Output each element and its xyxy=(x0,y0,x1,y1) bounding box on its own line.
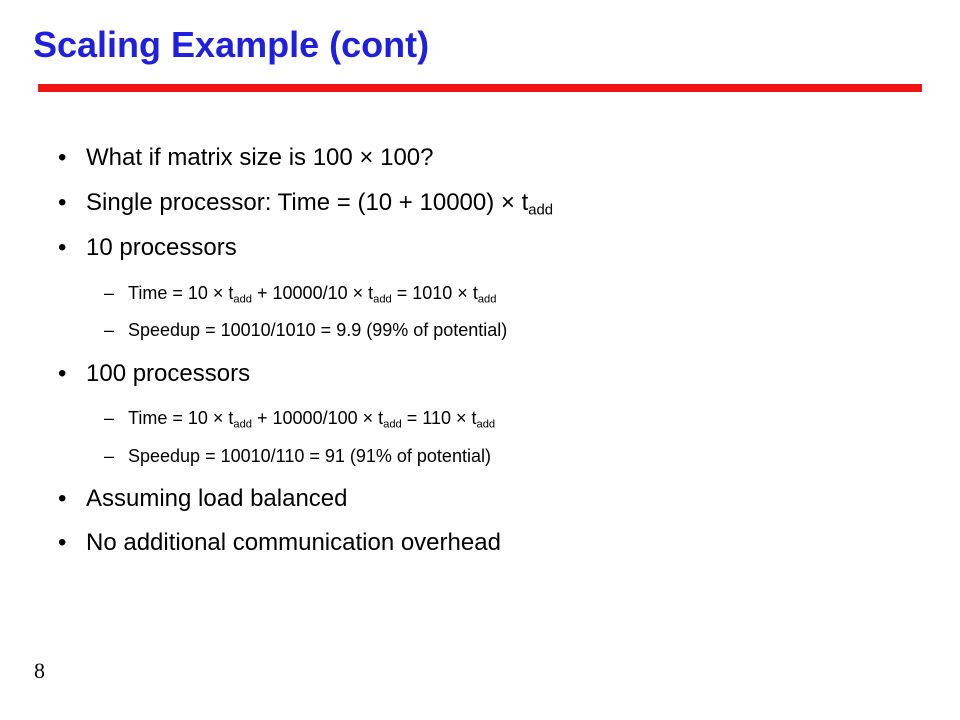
dash-marker: – xyxy=(104,408,115,428)
bullet-text: Assuming load balanced xyxy=(86,485,348,512)
bullet-marker: • xyxy=(58,234,67,261)
bullet-text: What if matrix size is 100 × 100? xyxy=(86,144,434,171)
dash-marker: – xyxy=(104,320,115,340)
page-number: 8 xyxy=(34,658,45,683)
subbullet-text: Time = $10 \times t_{add} + 10000/100 \times t_{add} = 110 \times t_{add}$ xyxy=(128,408,496,431)
bullet-text: 100 processors xyxy=(86,360,251,387)
dash-marker: – xyxy=(104,283,115,303)
bullet-marker: • xyxy=(58,529,67,556)
bullet-text: No additional communication overhead xyxy=(86,529,501,556)
subbullet-text: Speedup = 10010/110 = 91 (91% of potential) xyxy=(128,446,491,466)
subbullet-text: Speedup = 10010/1010 = 9.9 (99% of potential) xyxy=(128,320,508,340)
bullet-marker: • xyxy=(58,360,67,387)
bullet-text: 10 processors xyxy=(86,234,237,261)
bullet-text: Single processor: Time = $(10 + 10000) \times t_{add}$ xyxy=(86,189,554,219)
title-underline xyxy=(38,84,922,92)
bullet-marker: • xyxy=(58,144,67,171)
subbullet-text: Time = $10 \times t_{add} + 10000/10 \times t_{add} = 1010 \times t_{add}$ xyxy=(128,283,497,306)
bullet-marker: • xyxy=(58,485,67,512)
dash-marker: – xyxy=(104,446,115,466)
slide-title: Scaling Example (cont) xyxy=(33,24,430,65)
bullet-marker: • xyxy=(58,189,67,216)
